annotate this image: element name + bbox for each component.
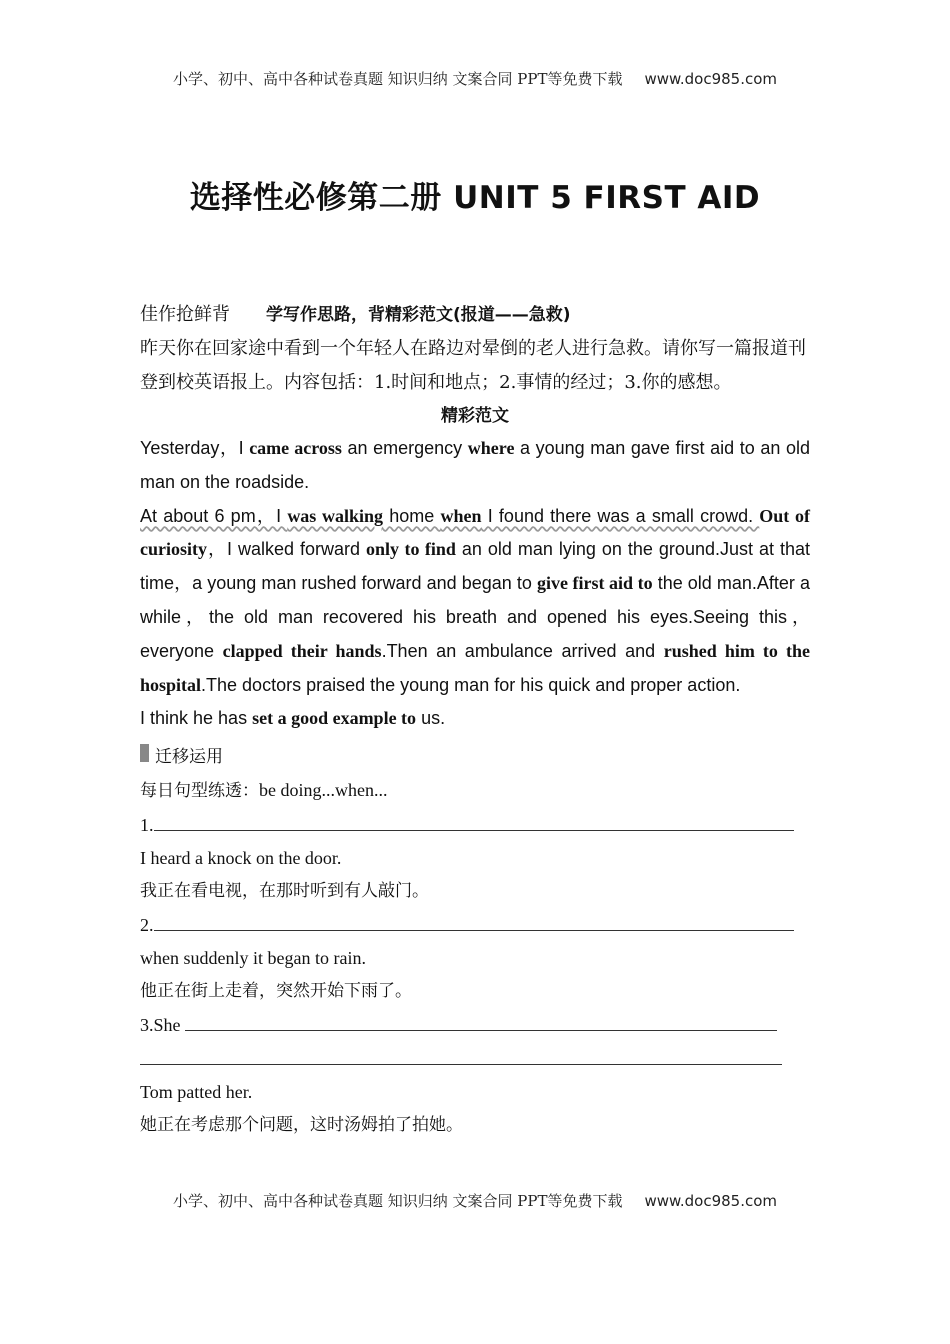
exercise-3-answer-line-2 [140, 1042, 810, 1076]
exercise-3-answer-line [140, 1008, 810, 1042]
exercise-1-answer-line [140, 808, 810, 842]
wavy-underlined-sentence [140, 506, 759, 526]
answer-blank[interactable] [185, 1008, 777, 1031]
practice-section [140, 740, 810, 1142]
essay-text: home [383, 505, 441, 526]
essay-text: a young man gave first aid to an old man on the roadside. [140, 438, 810, 492]
answer-blank[interactable] [154, 908, 794, 931]
key-phrase: give first aid to [536, 573, 653, 594]
essay-text: an old man lying on the ground.Just at that time，a young man rushed forward and began to [140, 539, 810, 594]
essay-paragraph-2 [140, 500, 810, 703]
key-phrase: when [440, 505, 482, 526]
essay-text: us. [416, 708, 446, 729]
main-content [140, 300, 810, 1142]
header-text: 小学、初中、高中各种试卷真题 知识归纳 文案合同 PPT等免费下载 [172, 70, 623, 88]
exercise-1-english: I heard a knock on the door. [140, 848, 342, 869]
exercise-1-chinese: 我正在看电视，在那时听到有人敲门。 [140, 881, 429, 902]
heading-bar-icon [140, 744, 149, 762]
essay-text: At about 6 pm，I [140, 505, 288, 526]
sample-title: 精彩范文 [441, 406, 509, 426]
exercise-2-answer-line [140, 908, 810, 942]
page-footer [0, 1190, 950, 1211]
key-phrase: set a good example to [252, 708, 417, 729]
pattern-line [140, 774, 810, 808]
exercise-3-chinese: 她正在考虑那个问题，这时汤姆拍了拍她。 [140, 1115, 463, 1136]
essay-text: ，I walked forward [207, 539, 366, 560]
key-phrase: only to find [365, 539, 456, 560]
essay-text: the old man.After a while，the old man recovered his breath and opened his eyes.Seeing this，everyone [140, 573, 810, 661]
answer-blank[interactable] [140, 1042, 782, 1065]
exercise-number: 1. [140, 815, 154, 836]
key-phrase: was walking [287, 505, 384, 526]
key-phrase: came across [249, 438, 342, 458]
section-heading [140, 300, 810, 330]
essay-text: I think he has [140, 708, 253, 729]
essay-text: I found there was a small crowd. [481, 505, 760, 526]
key-phrase: clapped their hands [222, 640, 382, 661]
footer-url[interactable]: www.doc985.com [644, 1192, 778, 1210]
practice-heading-text: 迁移运用 [155, 746, 223, 767]
writing-prompt: 昨天你在回家途中看到一个年轻人在路边对晕倒的老人进行急救。请你写一篇报道刊登到校英语报上。内容包括：1.时间和地点；2.事情的经过；3.你的感想。 [140, 338, 806, 393]
essay-text: an emergency [341, 438, 468, 458]
exercise-number: 2. [140, 915, 154, 936]
essay-paragraph-3 [140, 702, 810, 736]
key-phrase: where [467, 438, 515, 458]
exercise-2-english: when suddenly it began to rain. [140, 948, 366, 969]
answer-blank[interactable] [154, 808, 794, 831]
essay-text: Yesterday，I [140, 438, 250, 458]
exercise-number: 3.She [140, 1015, 181, 1036]
exercise-2-chinese: 他正在街上走着，突然开始下雨了。 [140, 981, 412, 1002]
sample-essay [140, 432, 810, 736]
essay-paragraph-1 [140, 432, 810, 500]
header-url[interactable]: www.doc985.com [644, 70, 778, 88]
key-phrase: rushed him to the hospital [140, 640, 810, 695]
practice-heading [140, 740, 810, 774]
footer-text: 小学、初中、高中各种试卷真题 知识归纳 文案合同 PPT等免费下载 [172, 1192, 623, 1210]
pattern-text: be doing...when... [259, 780, 388, 801]
page-title: 选择性必修第二册 UNIT 5 FIRST AID [189, 180, 761, 216]
essay-text: .The doctors praised the young man for his quick and proper action. [201, 674, 741, 695]
section-label: 佳作抢鲜背 [140, 304, 230, 325]
section-desc: 学写作思路，背精彩范文(报道——急救) [266, 305, 571, 325]
key-phrase: Out of curiosity [140, 505, 811, 560]
exercise-3-english: Tom patted her. [140, 1082, 253, 1103]
page-header [0, 68, 950, 89]
essay-text: .Then an ambulance arrived and [381, 640, 664, 661]
pattern-label: 每日句型练透： [140, 781, 259, 802]
